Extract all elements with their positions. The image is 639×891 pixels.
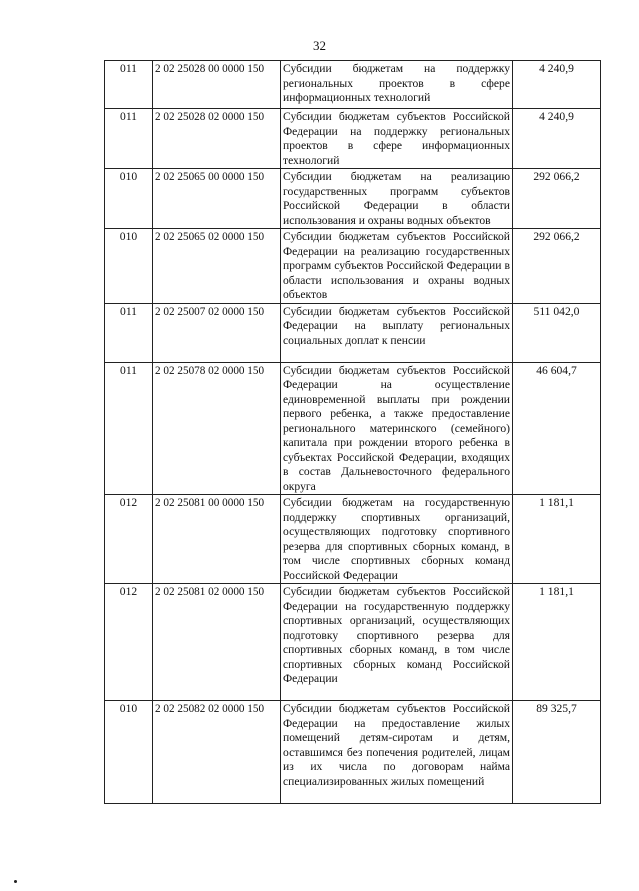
budget-code-cell: 2 02 25007 02 0000 150 xyxy=(153,303,281,362)
table-row xyxy=(105,362,601,495)
table-row xyxy=(105,495,601,584)
table-row xyxy=(105,61,601,109)
admin-code-cell: 012 xyxy=(105,584,153,701)
admin-code-cell: 011 xyxy=(105,362,153,495)
revenue-name-cell: Субсидии бюджетам субъектов Российской Федерации на реализацию государственных программ субъектов Российской Федерации в области использования и охраны водных объектов xyxy=(281,229,513,304)
table-row xyxy=(105,701,601,804)
amount-cell: 89 325,7 xyxy=(513,701,601,804)
admin-code-cell: 011 xyxy=(105,109,153,169)
budget-code-cell: 2 02 25065 02 0000 150 xyxy=(153,229,281,304)
budget-code-cell: 2 02 25028 00 0000 150 xyxy=(153,61,281,109)
table-row xyxy=(105,584,601,701)
amount-cell: 46 604,7 xyxy=(513,362,601,495)
admin-code-cell: 010 xyxy=(105,701,153,804)
amount-cell: 1 181,1 xyxy=(513,495,601,584)
table-row xyxy=(105,169,601,229)
revenue-name-cell: Субсидии бюджетам субъектов Российской Федерации на предоставление жилых помещений детям-сиротам и детям, оставшимся без попечения родителей, лицам из их числа по договорам найма специализированных жилых помещений xyxy=(281,701,513,804)
amount-cell: 4 240,9 xyxy=(513,61,601,109)
budget-code-cell: 2 02 25081 02 0000 150 xyxy=(153,584,281,701)
revenue-name-cell: Субсидии бюджетам субъектов Российской Федерации на осуществление единовременной выплаты при рождении первого ребенка, а также предоставление регионального материнского (семейного) капитала при рождении второго ребенка в субъектах Российской Федерации, входящих в состав Дальневосточного федерального округа xyxy=(281,362,513,495)
admin-code-cell: 010 xyxy=(105,229,153,304)
page-number: 32 xyxy=(313,38,326,53)
budget-revenue-table xyxy=(104,60,601,804)
revenue-name-cell: Субсидии бюджетам на государственную поддержку спортивных организаций, осуществляющих подготовку спортивного резерва для спортивных сборных команд, в том числе спортивных сборных команд Российской Федерации xyxy=(281,495,513,584)
budget-code-cell: 2 02 25078 02 0000 150 xyxy=(153,362,281,495)
budget-code-cell: 2 02 25081 00 0000 150 xyxy=(153,495,281,584)
admin-code-cell: 010 xyxy=(105,169,153,229)
table-row xyxy=(105,229,601,304)
table-row xyxy=(105,109,601,169)
budget-code-cell: 2 02 25028 02 0000 150 xyxy=(153,109,281,169)
revenue-name-cell: Субсидии бюджетам субъектов Российской Федерации на поддержку региональных проектов в сфере информационных технологий xyxy=(281,109,513,169)
amount-cell: 292 066,2 xyxy=(513,169,601,229)
amount-cell: 292 066,2 xyxy=(513,229,601,304)
revenue-name-cell: Субсидии бюджетам на реализацию государственных программ субъектов Российской Федерации в области использования и охраны водных объектов xyxy=(281,169,513,229)
admin-code-cell: 011 xyxy=(105,61,153,109)
amount-cell: 4 240,9 xyxy=(513,109,601,169)
budget-code-cell: 2 02 25082 02 0000 150 xyxy=(153,701,281,804)
revenue-name-cell: Субсидии бюджетам субъектов Российской Федерации на выплату региональных социальных доплат к пенсии xyxy=(281,303,513,362)
admin-code-cell: 012 xyxy=(105,495,153,584)
revenue-name-cell: Субсидии бюджетам субъектов Российской Федерации на государственную поддержку спортивных организаций, осуществляющих подготовку спортивного резерва для спортивных сборных команд, в том числе спортивных сборных команд Российской Федерации xyxy=(281,584,513,701)
budget-code-cell: 2 02 25065 00 0000 150 xyxy=(153,169,281,229)
table-row xyxy=(105,303,601,362)
amount-cell: 511 042,0 xyxy=(513,303,601,362)
admin-code-cell: 011 xyxy=(105,303,153,362)
revenue-name-cell: Субсидии бюджетам на поддержку региональных проектов в сфере информационных технологий xyxy=(281,61,513,109)
amount-cell: 1 181,1 xyxy=(513,584,601,701)
scan-artifact-dot xyxy=(14,880,17,883)
table-body xyxy=(105,61,601,804)
